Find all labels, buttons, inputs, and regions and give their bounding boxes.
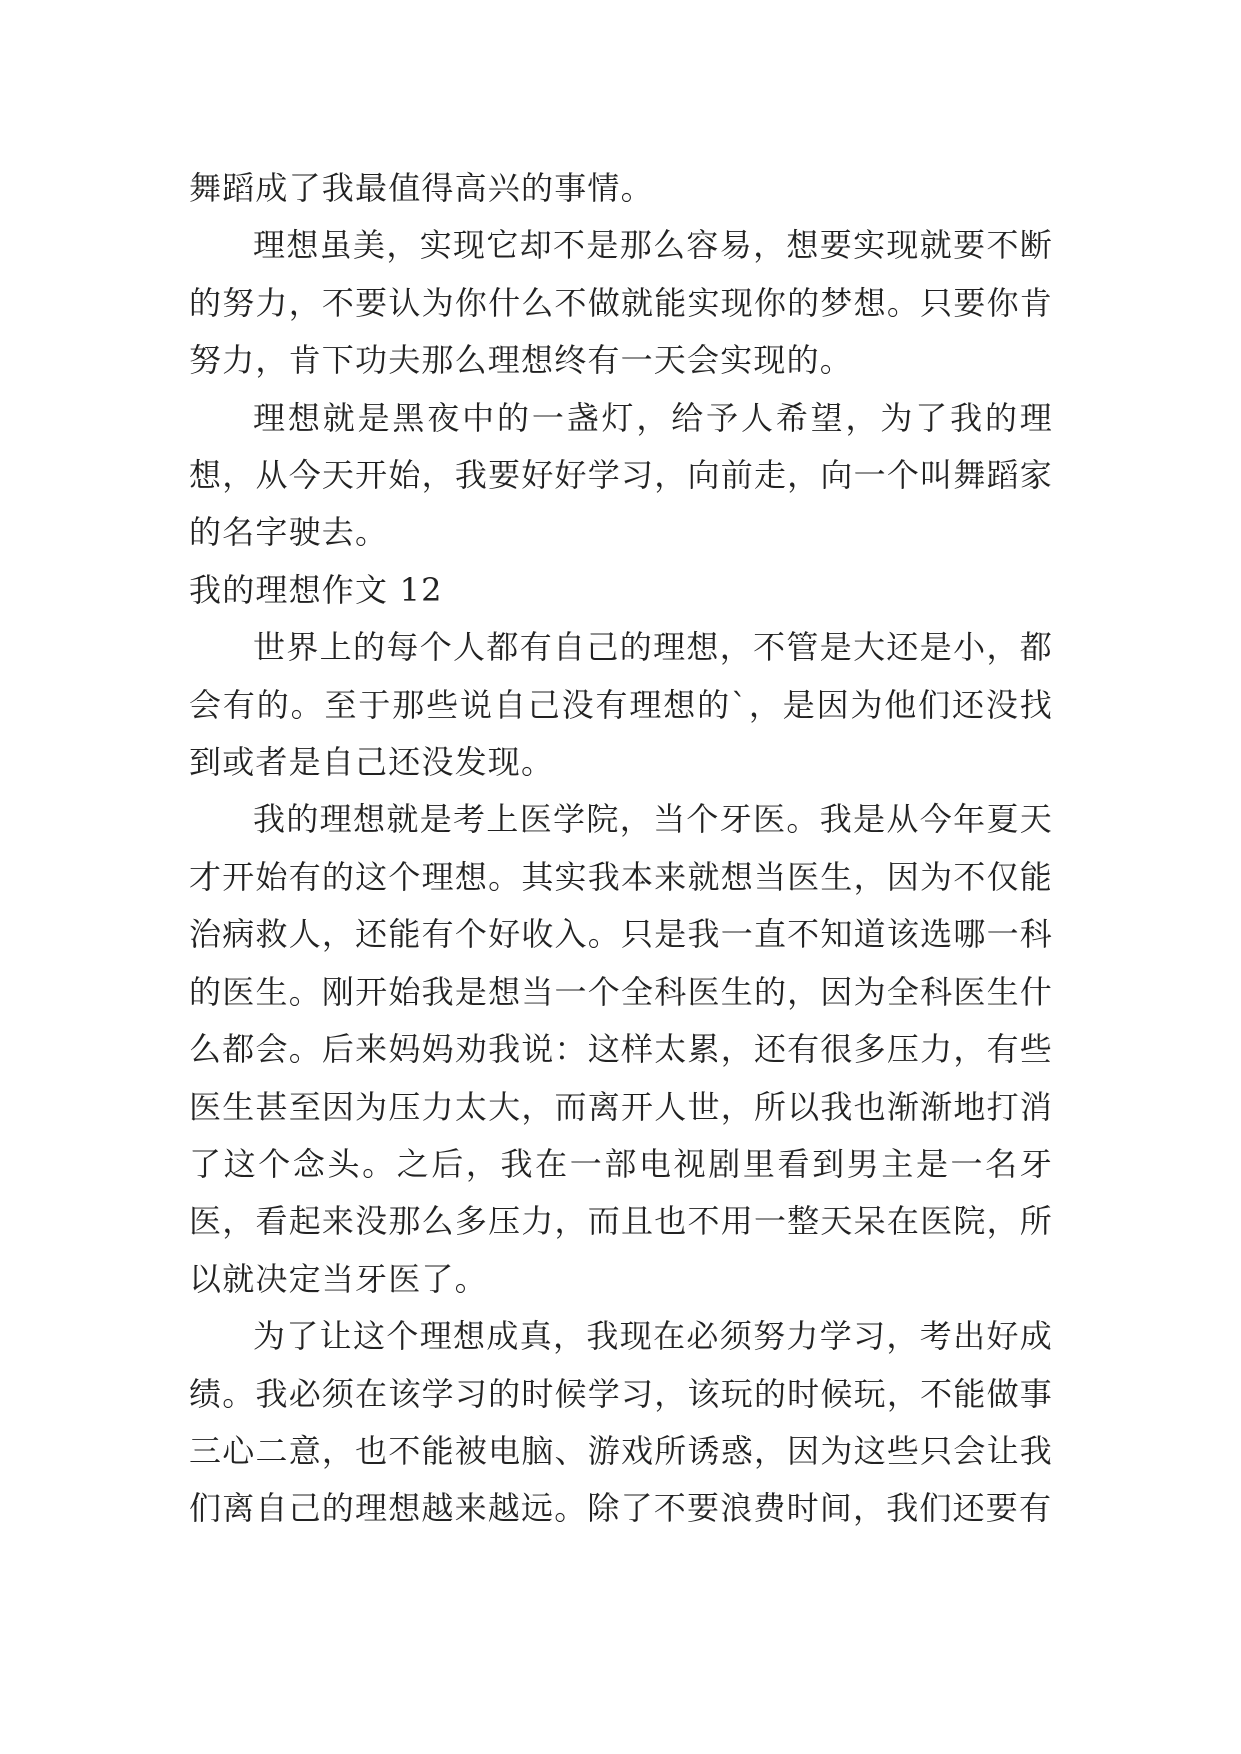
paragraph: 为了让这个理想成真，我现在必须努力学习，考出好成绩。我必须在该学习的时候学习，该玩的时候玩，不能做事三心二意，也不能被电脑、游戏所诱惑，因为这些只会让我们离自己的理想越来越远。除了不要浪费时间，我们还要有: [189, 1317, 1053, 1528]
paragraph-continued: 舞蹈成了我最值得高兴的事情。: [189, 169, 654, 207]
paragraph: 理想就是黑夜中的一盏灯，给予人希望，为了我的理想，从今天开始，我要好好学习，向前走，向一个叫舞蹈家的名字驶去。: [189, 398, 1053, 552]
section-title: 我的理想作文 12: [189, 570, 443, 609]
document-body: [189, 160, 1053, 1538]
paragraph: 世界上的每个人都有自己的理想，不管是大还是小，都会有的。至于那些说自己没有理想的`，是因为他们还没找到或者是自己还没发现。: [189, 628, 1053, 782]
paragraph: 理想虽美，实现它却不是那么容易，想要实现就要不断的努力，不要认为你什么不做就能实现你的梦想。只要你肯努力，肯下功夫那么理想终有一天会实现的。: [189, 226, 1053, 380]
paragraph: 我的理想就是考上医学院，当个牙医。我是从今年夏天才开始有的这个理想。其实我本来就想当医生，因为不仅能治病救人，还能有个好收入。只是我一直不知道该选哪一科的医生。刚开始我是想当一个全科医生的，因为全科医生什么都会。后来妈妈劝我说：这样太累，还有很多压力，有些医生甚至因为压力太大，而离开人世，所以我也渐渐地打消了这个念头。之后，我在一部电视剧里看到男主是一名牙医，看起来没那么多压力，而且也不用一整天呆在医院，所以就决定当牙医了。: [189, 800, 1053, 1298]
